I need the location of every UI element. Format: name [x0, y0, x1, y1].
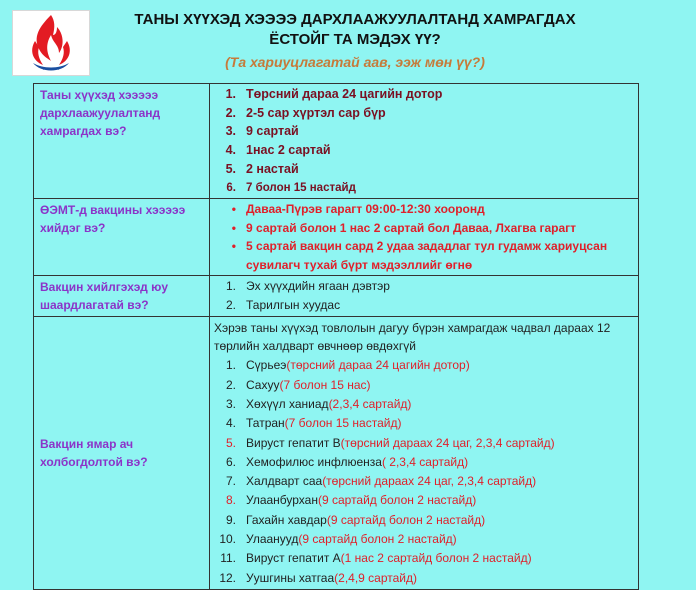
list-item: 3. Хөхүүл ханиад (2,3,4 сартайд)	[225, 397, 412, 411]
table-row	[34, 276, 639, 317]
answer-cell	[210, 84, 639, 199]
list-item: 6. 7 болон 15 настайд	[226, 181, 356, 194]
list-item: 2. Тарилгын хуудас	[225, 298, 341, 313]
question-cell: Вакцин хийлгэхэд юу шаардлагатай вэ?	[34, 276, 210, 317]
list-item: 11. Вируст гепатит А (1 нас 2 сартайд болон 2 настайд)	[220, 551, 532, 566]
list-item: 1. Сүрьеэ (төрсний дараа 24 цагийн дотор)	[225, 358, 470, 373]
answer-cell	[210, 276, 639, 317]
list-item: 4. 1нас 2 сартай	[225, 143, 331, 158]
answer-intro: Хэрэв таны хүүхэд товлолын дагуу бүрэн хамрагдаж чадвал дараах 12 төрлийн халдварт өвчнөөр өвдөхгүй	[214, 321, 611, 353]
logo	[12, 10, 90, 76]
list-item: 1. Төрсний дараа 24 цагийн дотор	[225, 87, 443, 101]
list-item: 12. Уушгины хатгаа (2,4,9 сартайд)	[219, 570, 417, 585]
answer-list	[214, 200, 638, 274]
list-item: • 5 сартай вакцин сард 2 удаа зададлаг тул гудамж хариуцсан сувилагч тухай бүрт мэдээллийг өгнө	[231, 239, 608, 272]
list-item: 2. Сахуу (7 болон 15 нас)	[225, 377, 371, 392]
title-line-1: ТАНЫ ХҮҮХЭД ХЭЭЭЭ ДАРХЛААЖУУЛАЛТАНД ХАМРАГДАХ	[134, 11, 576, 28]
title-line-2: ЁСТОЙГ ТА МЭДЭХ ҮҮ?	[269, 31, 441, 48]
list-item: 9. Гахайн хавдар (9 сартайд болон 2 настайд)	[225, 512, 486, 527]
answer-cell	[210, 317, 639, 590]
list-item: 4. Татран (7 болон 15 настайд)	[225, 416, 402, 431]
list-item: 8. Улаанбурхан (9 сартайд болон 2 настайд)	[225, 493, 477, 508]
flame-logo-icon	[13, 11, 89, 75]
page-subtitle: (Та хариуцлагатай аав, ээж мөн үү?)	[225, 54, 485, 70]
list-item: • 9 сартай болон 1 нас 2 сартай бол Даваа, Лхагва гарагт	[231, 220, 577, 235]
list-item: 2. 2-5 сар хүртэл сар бүр	[225, 105, 386, 120]
list-item: 6. Хемофилюс инфлюенза ( 2,3,4 сартайд)	[225, 454, 469, 469]
list-item: 1. Эх хүүхдийн ягаан дэвтэр	[225, 279, 390, 294]
table-row	[34, 199, 639, 276]
answer-list	[214, 277, 638, 315]
answer-cell	[210, 199, 639, 276]
list-item: • Даваа-Пүрэв гарагт 09:00-12:30 хооронд	[231, 202, 485, 217]
svg-text:· · · · · · ·: · · · · · · ·	[43, 67, 59, 72]
info-table	[33, 83, 639, 590]
answer-list	[214, 85, 638, 197]
list-item: 10. Улаанууд (9 сартайд болон 2 настайд)	[219, 532, 457, 547]
question-cell: Вакцин ямар ач холбогдолтой вэ?	[34, 317, 210, 590]
list-item: 5. 2 настай	[225, 161, 299, 176]
question-cell: Таны хүүхэд хэээээ дархлаажуулалтанд хамрагдах вэ?	[34, 84, 210, 199]
page-title	[120, 10, 590, 50]
list-item: 3. 9 сартай	[225, 124, 299, 139]
answer-list	[214, 356, 638, 588]
list-item: 5. Вируст гепатит В (төрсний дараах 24 цаг, 2,3,4 сартайд)	[225, 435, 555, 450]
table-row	[34, 317, 639, 590]
list-item: 7. Халдварт саа (төрсний дараах 24 цаг, 2,3,4 сартайд)	[225, 474, 537, 489]
table-row	[34, 84, 639, 199]
question-cell: ӨЭМТ-д вакцины хэээээ хийдэг вэ?	[34, 199, 210, 276]
